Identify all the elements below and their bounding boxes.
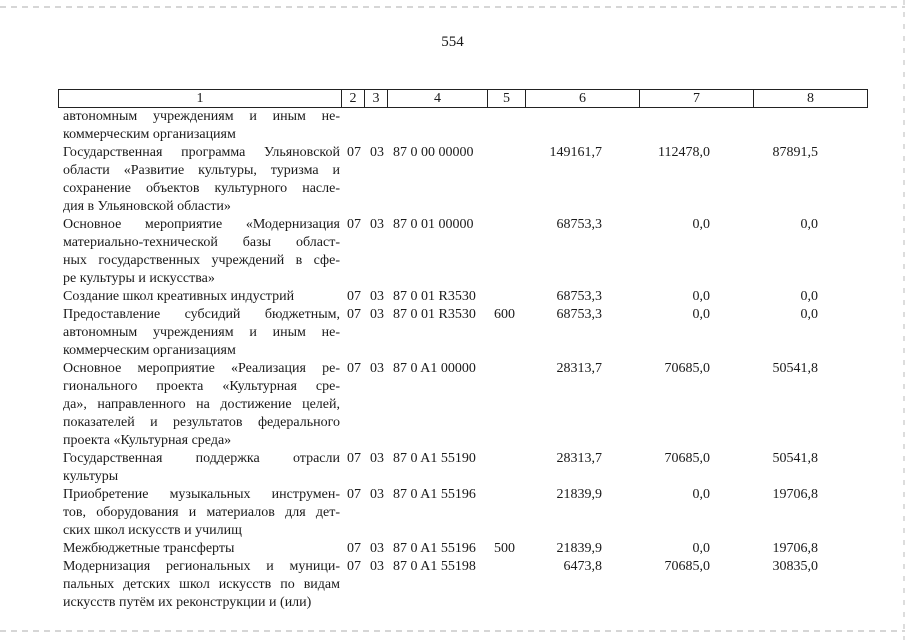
row-description-line: сохранение объектов культурного насле- (63, 181, 340, 196)
row-description-line: автономным учреждениям и иным не- (63, 109, 340, 124)
row-cell-c6: 21839,9 (556, 487, 602, 502)
scan-top-edge (0, 6, 905, 8)
row-cell-c6: 28313,7 (556, 451, 602, 466)
header-col-4: 4 (388, 90, 488, 108)
row-cell-c6: 68753,3 (556, 289, 602, 304)
row-cell-c8: 50541,8 (772, 451, 818, 466)
row-description-line: Основное мероприятие «Модернизация (63, 217, 340, 232)
row-cell-c4: 87 0 01 R3530 (393, 307, 476, 322)
row-cell-c6: 68753,3 (556, 217, 602, 232)
row-cell-c8: 50541,8 (772, 361, 818, 376)
row-cell-c6: 28313,7 (556, 361, 602, 376)
row-description (63, 360, 340, 450)
row-description (63, 288, 340, 306)
row-description (63, 486, 340, 540)
row-cell-c6: 68753,3 (556, 307, 602, 322)
row-cell-c3: 03 (370, 559, 384, 574)
row-cell-c3: 03 (370, 487, 384, 502)
row-cell-c2: 07 (347, 217, 361, 232)
row-description-line: Государственная поддержка отрасли (63, 451, 340, 466)
scan-bottom-edge (0, 630, 905, 632)
row-description-line: показателей и результатов федерального (63, 415, 340, 430)
row-cell-c4: 87 0 01 R3530 (393, 289, 476, 304)
row-cell-c2: 07 (347, 559, 361, 574)
row-description-line: культуры (63, 469, 119, 484)
row-cell-c2: 07 (347, 541, 361, 556)
row-cell-c4: 87 0 00 00000 (393, 145, 474, 160)
row-cell-c4: 87 0 A1 55190 (393, 451, 476, 466)
header-col-1: 1 (59, 90, 342, 108)
row-description (63, 108, 340, 144)
row-description-line: проекта «Культурная среда» (63, 433, 232, 448)
row-description-line: коммерческим организациям (63, 343, 236, 358)
row-description-line: ских школ искусств и училищ (63, 523, 242, 538)
row-description-line: Приобретение музыкальных инструмен- (63, 487, 340, 502)
row-cell-c7: 0,0 (692, 487, 710, 502)
row-description-line: Государственная программа Ульяновской (63, 145, 340, 160)
row-description-line: Модернизация региональных и муници- (63, 559, 340, 574)
row-cell-c2: 07 (347, 451, 361, 466)
row-cell-c8: 87891,5 (772, 145, 818, 160)
row-description (63, 216, 340, 288)
header-col-6: 6 (526, 90, 640, 108)
row-description-line: материально-технической базы област- (63, 235, 340, 250)
table-row (58, 288, 867, 306)
table-row (58, 216, 867, 288)
row-cell-c7: 70685,0 (664, 361, 710, 376)
row-cell-c8: 19706,8 (772, 541, 818, 556)
row-cell-c3: 03 (370, 451, 384, 466)
column-header-table (58, 89, 868, 108)
row-description (63, 450, 340, 486)
table-row (58, 486, 867, 540)
row-description-line: Предоставление субсидий бюджетным, (63, 307, 340, 322)
row-cell-c4: 87 0 01 00000 (393, 217, 474, 232)
table-row (58, 144, 867, 216)
row-cell-c2: 07 (347, 289, 361, 304)
table-row (58, 540, 867, 558)
table-row (58, 108, 867, 144)
row-description-line: да», направленного на достижение целей, (63, 397, 340, 412)
row-cell-c7: 0,0 (692, 307, 710, 322)
row-description-line: автономным учреждениям и иным не- (63, 325, 340, 340)
row-cell-c5: 500 (494, 541, 515, 556)
row-cell-c3: 03 (370, 541, 384, 556)
header-col-5: 5 (488, 90, 526, 108)
row-cell-c7: 70685,0 (664, 559, 710, 574)
row-description-line: искусств путём их реконструкции и (или) (63, 595, 312, 610)
row-description-line: дия в Ульяновской области» (63, 199, 231, 214)
page-number: 554 (441, 34, 464, 50)
budget-table-body (58, 108, 867, 612)
row-cell-c3: 03 (370, 289, 384, 304)
row-cell-c3: 03 (370, 217, 384, 232)
row-cell-c2: 07 (347, 487, 361, 502)
row-description-line: Создание школ креативных индустрий (63, 289, 295, 304)
row-description (63, 540, 340, 558)
table-row (58, 558, 867, 612)
table-row (58, 306, 867, 360)
row-description-line: Основное мероприятие «Реализация ре- (63, 361, 340, 376)
row-cell-c4: 87 0 A1 55196 (393, 541, 476, 556)
row-cell-c6: 21839,9 (556, 541, 602, 556)
row-cell-c6: 6473,8 (563, 559, 602, 574)
row-cell-c8: 30835,0 (772, 559, 818, 574)
row-cell-c7: 0,0 (692, 217, 710, 232)
row-cell-c7: 112478,0 (658, 145, 710, 160)
row-cell-c4: 87 0 A1 55196 (393, 487, 476, 502)
table-row (58, 450, 867, 486)
row-cell-c4: 87 0 A1 00000 (393, 361, 476, 376)
row-description (63, 306, 340, 360)
row-cell-c8: 0,0 (800, 289, 818, 304)
row-description-line: гионального проекта «Культурная сре- (63, 379, 340, 394)
row-cell-c3: 03 (370, 145, 384, 160)
row-cell-c7: 70685,0 (664, 451, 710, 466)
row-cell-c2: 07 (347, 145, 361, 160)
row-cell-c8: 0,0 (800, 307, 818, 322)
row-cell-c2: 07 (347, 307, 361, 322)
row-description (63, 558, 340, 612)
row-cell-c5: 600 (494, 307, 515, 322)
row-description-line: области «Развитие культуры, туризма и (63, 163, 340, 178)
row-description (63, 144, 340, 216)
header-col-2: 2 (342, 90, 365, 108)
row-description-line: Межбюджетные трансферты (63, 541, 235, 556)
row-cell-c8: 0,0 (800, 217, 818, 232)
row-description-line: пальных детских школ искусств по видам (63, 577, 340, 592)
row-cell-c2: 07 (347, 361, 361, 376)
header-col-7: 7 (640, 90, 754, 108)
row-cell-c7: 0,0 (692, 541, 710, 556)
row-cell-c7: 0,0 (692, 289, 710, 304)
row-description-line: ре культуры и искусства» (63, 271, 215, 286)
header-row (59, 90, 868, 108)
row-cell-c3: 03 (370, 307, 384, 322)
row-cell-c6: 149161,7 (549, 145, 602, 160)
header-col-3: 3 (365, 90, 388, 108)
header-col-8: 8 (754, 90, 868, 108)
row-cell-c8: 19706,8 (772, 487, 818, 502)
table-row (58, 360, 867, 450)
row-description-line: коммерческим организациям (63, 127, 236, 142)
row-cell-c3: 03 (370, 361, 384, 376)
row-description-line: тов, оборудования и материалов для дет- (63, 505, 340, 520)
row-cell-c4: 87 0 A1 55198 (393, 559, 476, 574)
row-description-line: ных государственных учреждений в сфе- (63, 253, 340, 268)
